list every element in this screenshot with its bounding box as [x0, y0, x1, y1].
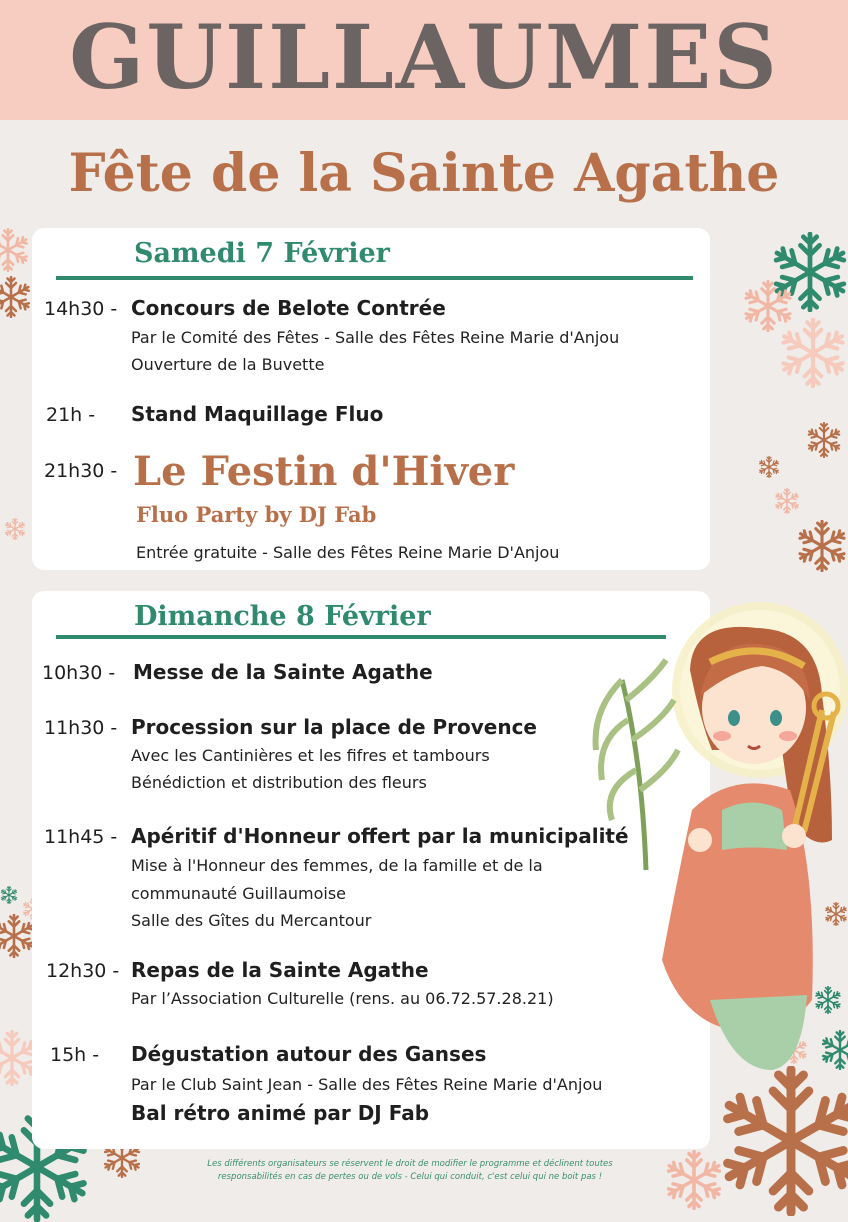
event-title: Messe de la Sainte Agathe: [133, 660, 433, 684]
saturday-heading: Samedi 7 Février: [134, 238, 390, 269]
event-time: 10h30 -: [42, 662, 116, 684]
event-time: 11h45 -: [44, 826, 118, 848]
event-time: 11h30 -: [44, 717, 118, 739]
event-time: 15h -: [50, 1044, 100, 1066]
snowflake-icon: [774, 488, 800, 514]
event-detail: Bénédiction et distribution des fleurs: [131, 773, 427, 792]
event-detail: communauté Guillaumoise: [131, 884, 347, 903]
snowflake-icon: [778, 318, 848, 388]
sunday-heading: Dimanche 8 Février: [134, 601, 431, 632]
event-detail: Par le Comité des Fêtes - Salle des Fêtes Reine Marie d'Anjou: [131, 328, 620, 347]
event-extra: Bal rétro animé par DJ Fab: [131, 1101, 430, 1125]
event-detail: Par le Club Saint Jean - Salle des Fêtes Reine Marie d'Anjou: [131, 1075, 603, 1094]
snowflake-icon: [806, 422, 842, 458]
event-detail: Entrée gratuite - Salle des Fêtes Reine Marie D'Anjou: [136, 543, 560, 562]
snowflake-icon: [664, 1150, 724, 1210]
event-title: Concours de Belote Contrée: [131, 296, 446, 320]
snowflake-icon: [0, 276, 32, 318]
snowflake-icon: [0, 914, 36, 958]
event-time: 12h30 -: [46, 960, 120, 982]
event-detail: Ouverture de la Buvette: [131, 355, 325, 374]
event-detail: Mise à l'Honneur des femmes, de la famille et de la: [131, 856, 543, 875]
snowflake-icon: [0, 886, 18, 904]
saturday-divider: [56, 276, 693, 280]
sunday-divider: [56, 635, 666, 639]
event-time: 21h30 -: [44, 460, 118, 482]
snowflake-icon: [796, 520, 848, 572]
event-title: Dégustation autour des Ganses: [131, 1042, 487, 1066]
event-time: 14h30 -: [44, 298, 118, 320]
snowflake-icon: [0, 228, 30, 272]
snowflake-icon: [758, 456, 780, 478]
event-detail: Salle des Gîtes du Mercantour: [131, 911, 372, 930]
event-detail: Avec les Cantinières et les fifres et tambours: [131, 746, 490, 765]
saint-agatha-illustration: [582, 600, 848, 1080]
event-title: Fête de la Sainte Agathe: [68, 143, 780, 204]
event-title: Apéritif d'Honneur offert par la municipalité: [131, 824, 629, 848]
event-title: Procession sur la place de Provence: [131, 715, 537, 739]
event-title: Repas de la Sainte Agathe: [131, 958, 429, 982]
festin-title: Le Festin d'Hiver: [133, 448, 515, 495]
event-title: Stand Maquillage Fluo: [131, 402, 384, 426]
snowflake-icon: [716, 1066, 848, 1216]
disclaimer-line: responsabilités en cas de pertes ou de vols - Celui qui conduit, c'est celui qui ne boit pas !: [217, 1172, 603, 1182]
event-time: 21h -: [46, 404, 96, 426]
snowflake-icon: [4, 518, 26, 540]
fluo-party-subtitle: Fluo Party by DJ Fab: [136, 502, 377, 527]
disclaimer-line: Les différents organisateurs se réservent le droit de modifier le programme et déclinent toutes: [207, 1159, 613, 1169]
disclaimer: [180, 1158, 640, 1184]
event-detail: Par l’Association Culturelle (rens. au 06.72.57.28.21): [131, 989, 554, 1008]
town-title: GUILLAUMES: [69, 5, 779, 109]
